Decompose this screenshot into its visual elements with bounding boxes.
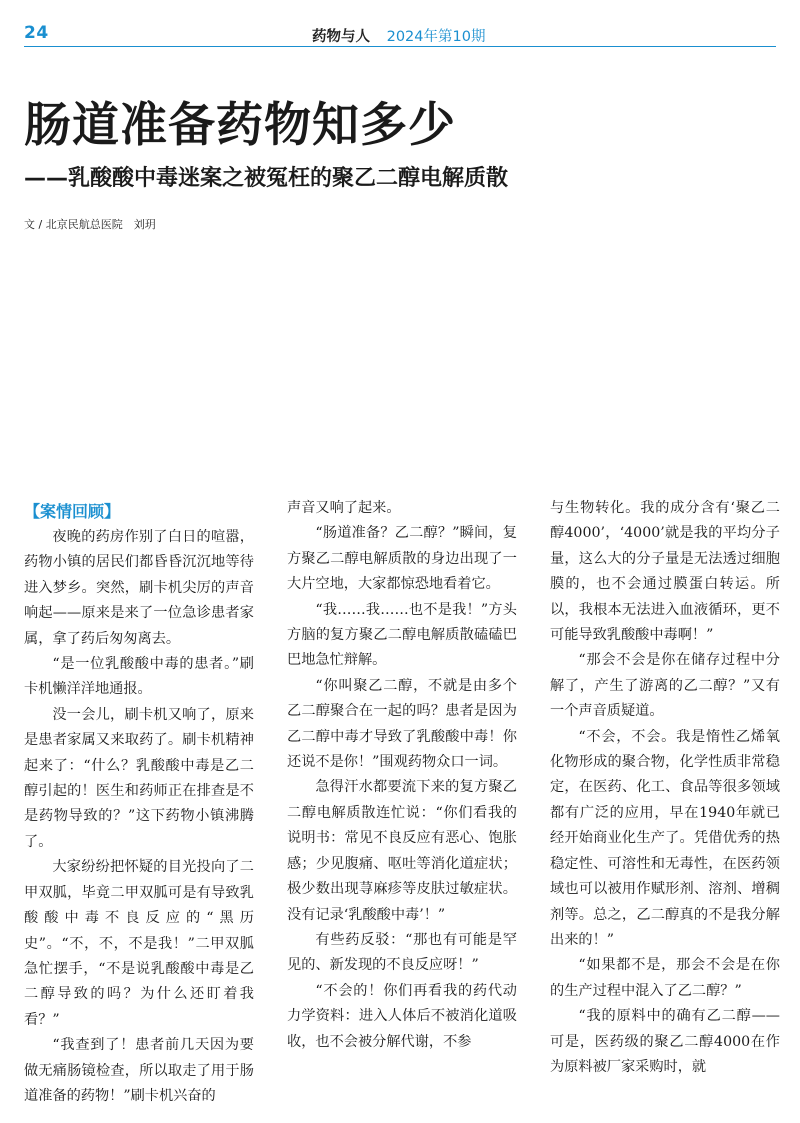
paragraph: “我查到了！患者前几天因为要做无痛肠镜检查，所以取走了用于肠道准备的药物！”刷卡机兴奋的 — [24, 1037, 254, 1104]
paragraph: 大家纷纷把怀疑的目光投向了二甲双胍，毕竟二甲双胍可是有导致乳酸酸中毒不良反应的“黑历史”。“不，不，不是我！”二甲双胍急忙摆手，“不是说乳酸酸中毒是乙二醇导致的吗？为什么还盯着我看？” — [24, 859, 254, 1028]
page-number: 24 — [24, 23, 49, 43]
running-header — [312, 25, 485, 46]
issue-label: 2024年第10期 — [386, 29, 486, 45]
paragraph: “你叫聚乙二醇，不就是由多个乙二醇聚合在一起的吗？患者是因为乙二醇中毒才导致了乳酸酸中毒！你还说不是你！”围观药物众口一词。 — [287, 677, 517, 771]
paragraph-continued: 与生物转化。我的成分含有‘聚乙二醇4000’，‘4000’就是我的平均分子量，这么大的分子量是无法透过细胞膜的，也不会通过膜蛋白转运。所以，我根本无法进入血液循环，更不可能导致乳酸酸中毒啊！” — [550, 500, 780, 644]
paragraph: “如果都不是，那会不会是在你的生产过程中混入了乙二醇？” — [550, 957, 780, 999]
paragraph: 夜晚的药房作别了白日的喧嚣，药物小镇的居民们都昏昏沉沉地等待进入梦乡。突然，刷卡机尖厉的声音响起——原来是来了一位急诊患者家属，拿了药后匆匆离去。 — [24, 529, 254, 647]
article-subtitle: ——乳酸酸中毒迷案之被冤枉的聚乙二醇电解质散 — [24, 166, 509, 191]
article-title: 肠道准备药物知多少 — [24, 98, 456, 153]
byline: 文 / 北京民航总医院 刘玥 — [24, 218, 156, 231]
header-rule — [24, 46, 776, 47]
paragraph: “是一位乳酸酸中毒的患者。”刷卡机懒洋洋地通报。 — [24, 656, 254, 698]
paragraph: “肠道准备？乙二醇？”瞬间，复方聚乙二醇电解质散的身边出现了一大片空地，大家都惊恐地看着它。 — [287, 525, 517, 593]
magazine-name: 药物与人 — [312, 29, 370, 45]
text-column-1 — [24, 496, 254, 1109]
paragraph: “我的原料中的确有乙二醇——可是，医药级的聚乙二醇4000在作为原料被厂家采购时，就 — [550, 1008, 780, 1075]
paragraph: “不会，不会。我是惰性乙烯氧化物形成的聚合物，化学性质非常稳定，在医药、化工、食品等很多领域都有广泛的应用，早在1940年就已经开始商业化生产了。凭借优秀的热稳定性、可溶性和无毒性，在医药领域也可以被用作赋形剂、溶剂、增稠剂等。总之，乙二醇真的不是我分解出来的！” — [550, 728, 780, 948]
paragraph: 有些药反驳：“那也有可能是罕见的、新发现的不良反应呀！” — [287, 931, 517, 974]
text-column-2 — [287, 496, 517, 1055]
section-heading: 【案情回顾】 — [24, 502, 121, 521]
paragraph: “不会的！你们再看我的药代动力学资料：进入人体后不被消化道吸收，也不会被分解代谢，不参 — [287, 982, 517, 1050]
paragraph: 急得汗水都要流下来的复方聚乙二醇电解质散连忙说：“你们看我的说明书：常见不良反应有恶心、饱胀感；少见腹痛、呕吐等消化道症状；极少数出现荨麻疹等皮肤过敏症状。没有记录‘乳酸酸中毒’！” — [287, 779, 517, 923]
paragraph-continued: 声音又响了起来。 — [287, 500, 401, 516]
text-column-3 — [550, 496, 780, 1080]
paragraph: “那会不会是你在储存过程中分解了，产生了游离的乙二醇？”又有一个声音质疑道。 — [550, 652, 780, 720]
paragraph: 没一会儿，刷卡机又响了，原来是患者家属又来取药了。刷卡机精神起来了：“什么？乳酸酸中毒是乙二醇引起的！医生和药师正在排查是不是药物导致的？”这下药物小镇沸腾了。 — [24, 706, 254, 850]
paragraph: “我……我……也不是我！”方头方脑的复方聚乙二醇电解质散磕磕巴巴地急忙辩解。 — [287, 601, 517, 669]
